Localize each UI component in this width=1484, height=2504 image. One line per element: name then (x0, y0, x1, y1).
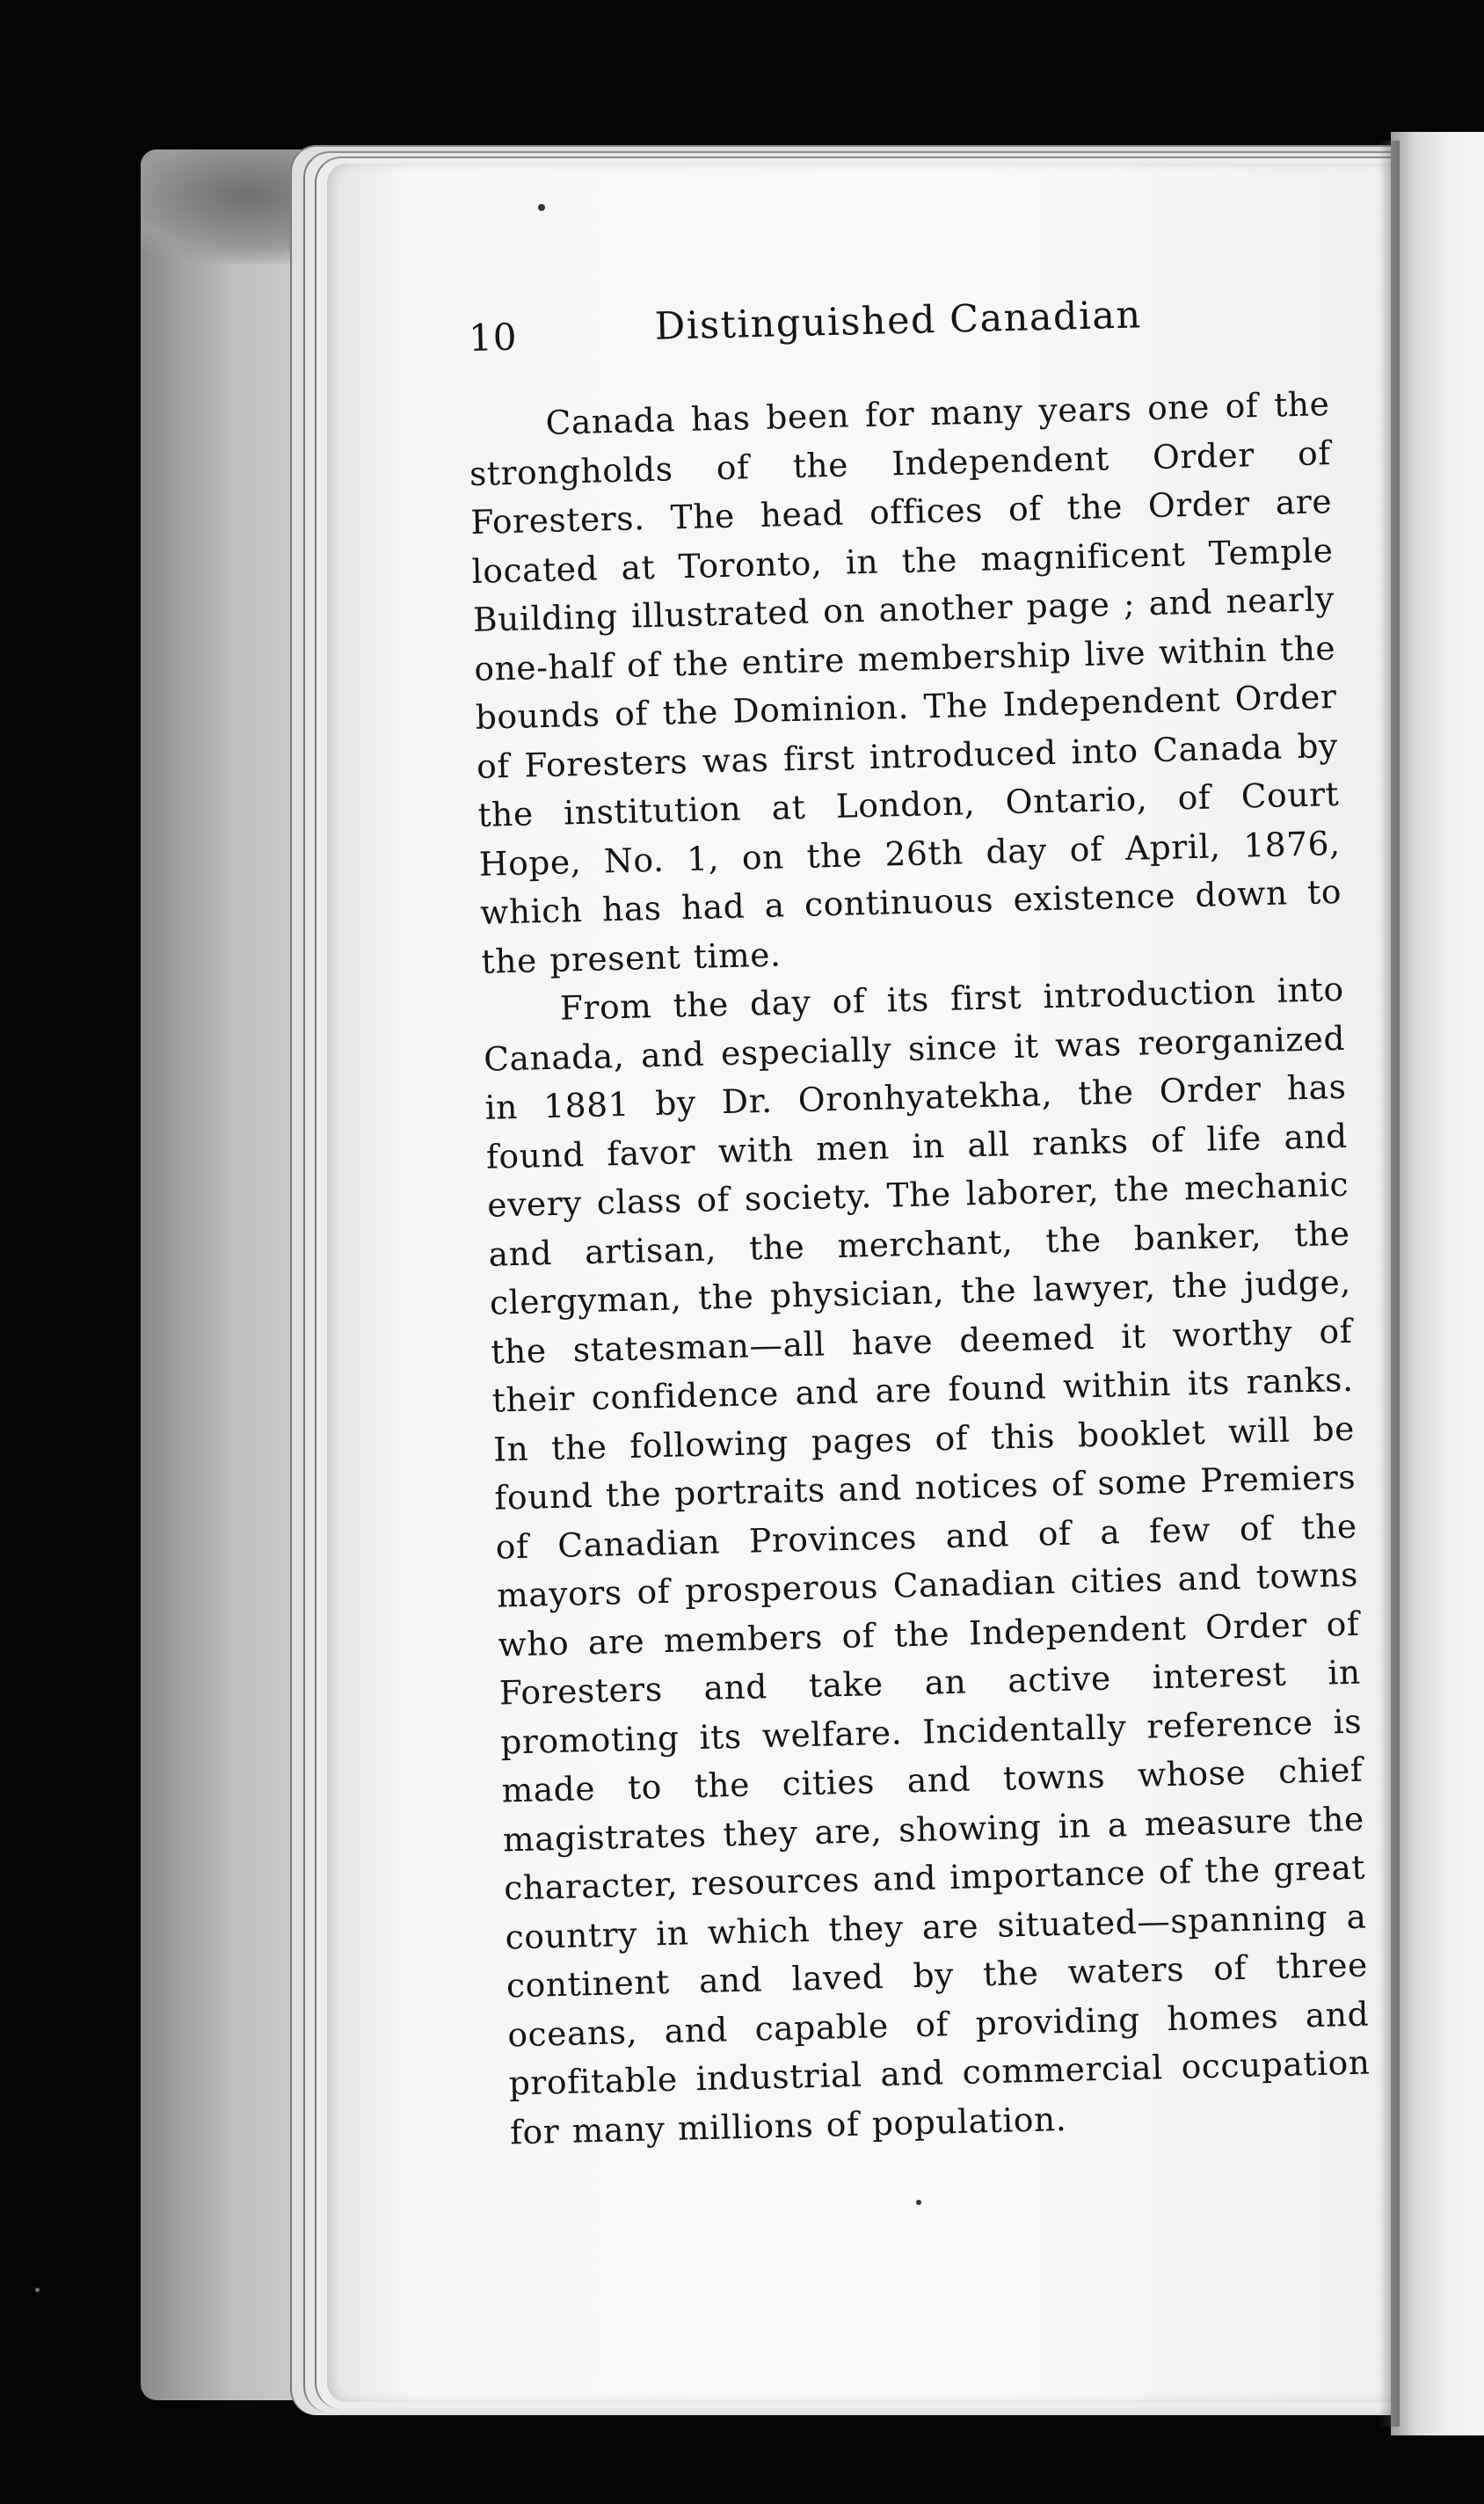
body-text (468, 380, 1372, 2157)
dust-speck (538, 204, 545, 211)
page-number: 10 (468, 315, 519, 360)
facing-page-edge (1391, 132, 1484, 2435)
dust-speck (35, 2288, 40, 2292)
paragraph-2: From the day of its first introduction into Canada, and especially since it was reorganized in 1881 by Dr. Oronhyatekha, the Order has found favor with men in all ranks of life and every class of society. The laborer, the mechanic and artisan, the merchant, the banker, the clergyman, the physician, the lawyer, the judge, the statesman—all have deemed it worthy of their confidence and are found within its ranks. In the following pages of this booklet will be found the portraits and notices of some Premiers of Canadian Provinces and of a few of the mayors of prosperous Canadian cities and towns who are members of the Independent Order of Foresters and take an active interest in promoting its welfare. Incidentally reference is made to the cities and towns whose chief magistrates they are, showing in a measure the character, resources and importance of the great country in which they are situated—spanning a continent and laved by the waters of three oceans, and capable of providing homes and profitable industrial and commercial occupation for many millions of population. (483, 969, 1371, 2151)
page-content (468, 293, 1371, 2158)
page-gutter-shadow (1379, 141, 1400, 2427)
running-title: Distinguished Canadian (654, 293, 1143, 349)
paragraph-1: Canada has been for many years one of the strongholds of the Independent Order of Foresters. The head offices of the Order are located at Toronto, in the magnificent Temple Building illustrated on another page ; and nearly one-half of the entire membership live within the bounds of the Dominion. The Independent Order of Foresters was first introduced into Canada by the institution at London, Ontario, of Court Hope, No. 1, on the 26th day of April, 1876, which has had a continuous existence down to the present time. (469, 384, 1342, 981)
dust-speck (916, 2200, 921, 2205)
